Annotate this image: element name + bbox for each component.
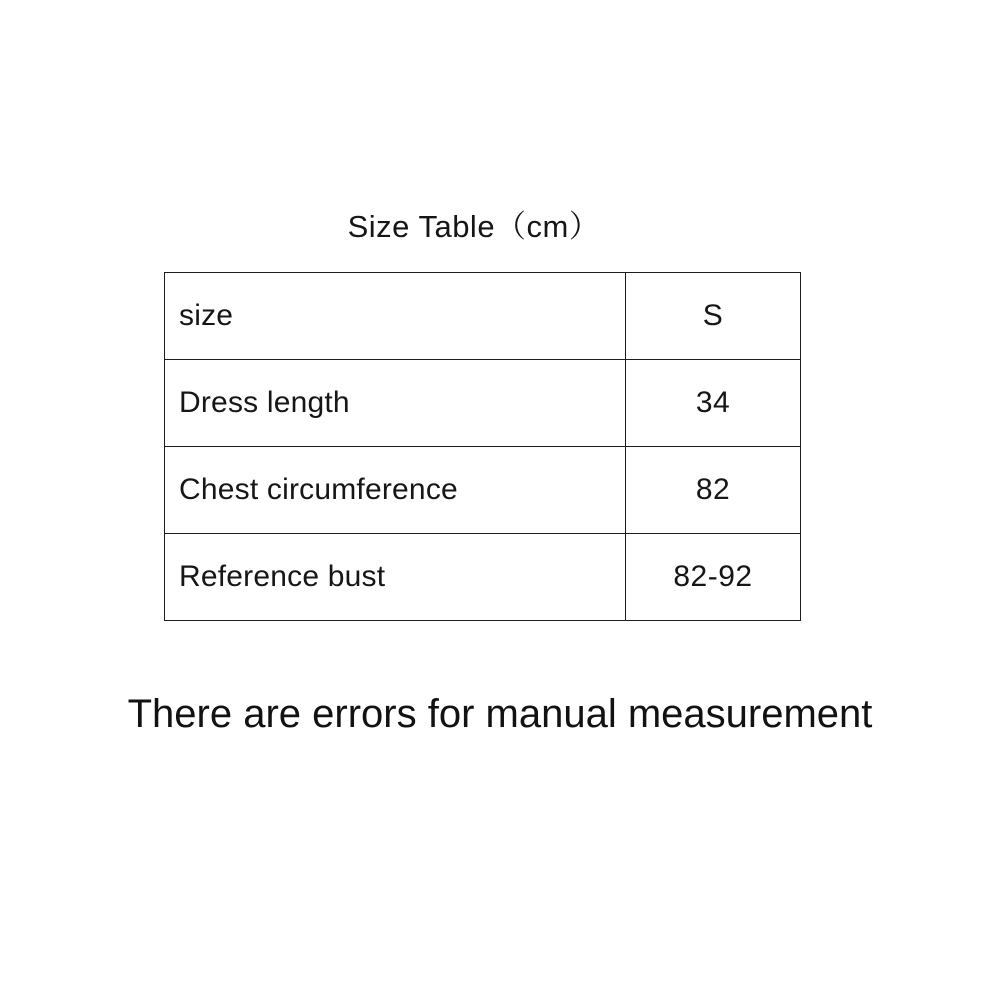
row-value: S [626,273,801,360]
row-value: 34 [626,360,801,447]
table-row [165,360,801,447]
row-value: 82 [626,447,801,534]
measurement-disclaimer: There are errors for manual measurement [127,692,873,736]
row-label: Chest circumference [165,447,626,534]
table-row [165,447,801,534]
table-caption: Size Table（cm） [347,209,601,244]
row-label: Reference bust [165,534,626,621]
row-label: Dress length [165,360,626,447]
table-row [165,534,801,621]
table-row [165,273,801,360]
row-value: 82-92 [626,534,801,621]
size-table [164,272,801,621]
row-label: size [165,273,626,360]
size-table-body [165,273,801,621]
